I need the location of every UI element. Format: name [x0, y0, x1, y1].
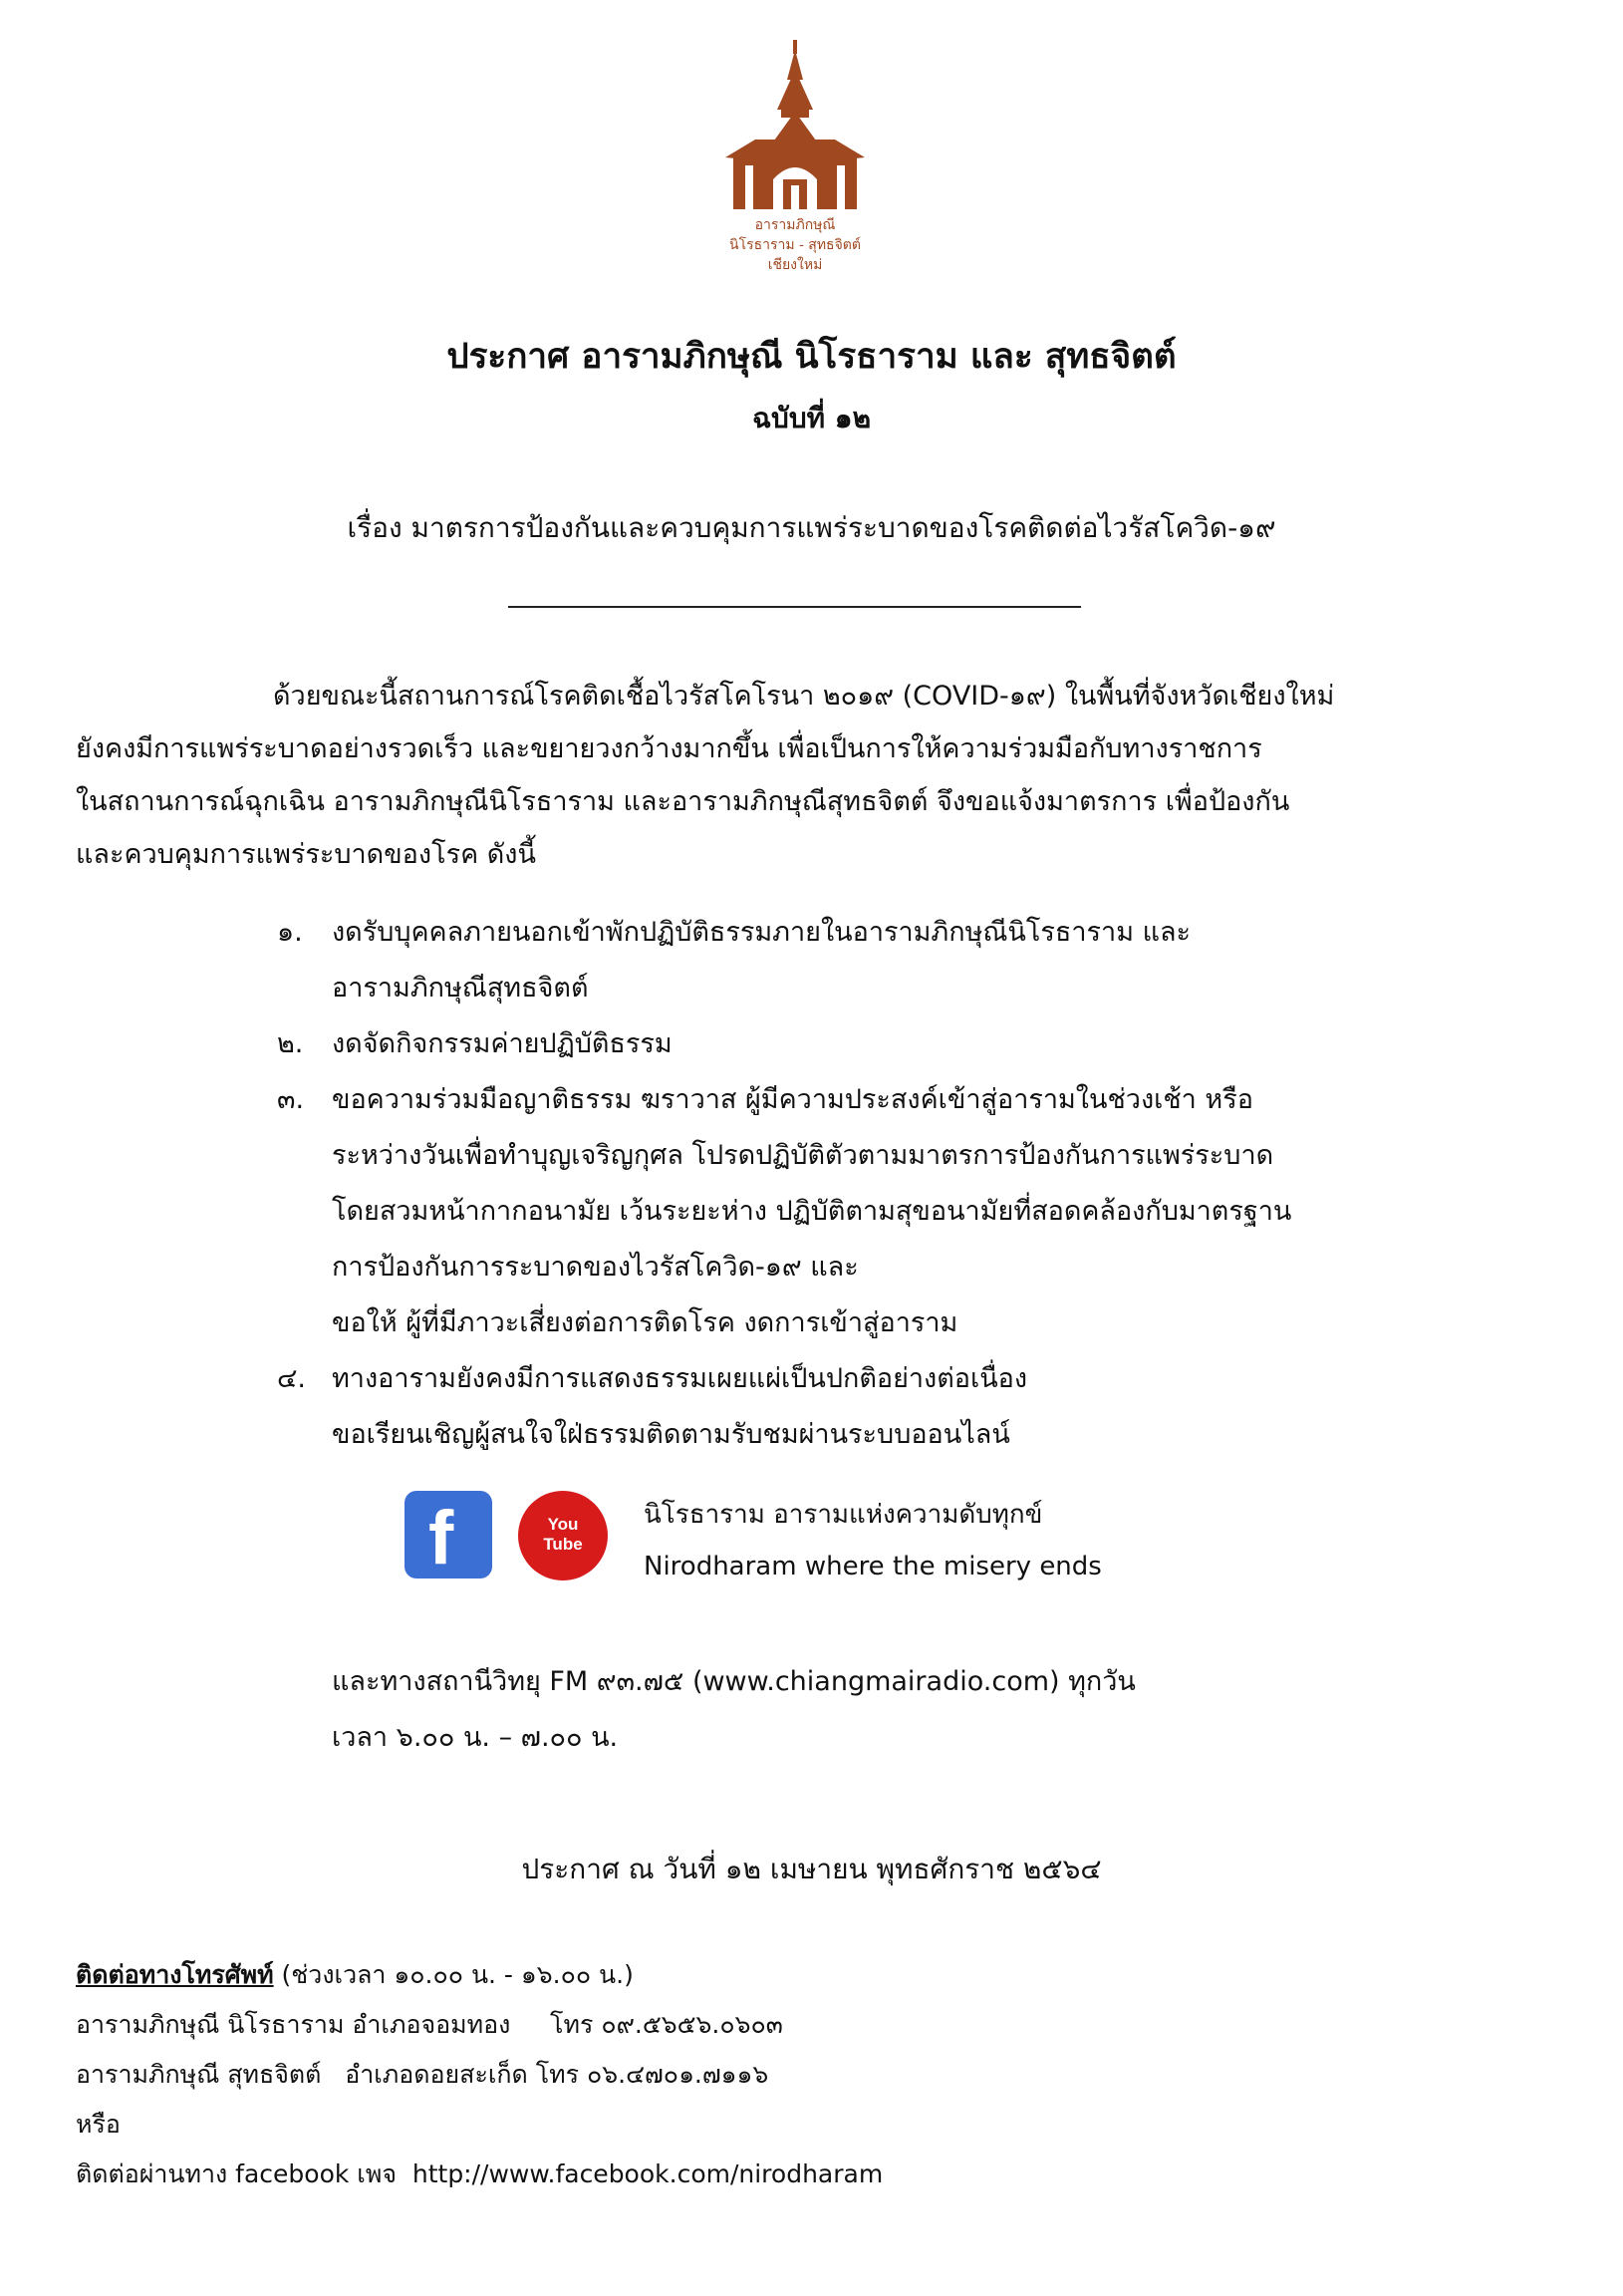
measure-text: โดยสวมหน้ากากอนามัย เว้นระยะห่าง ปฏิบัติตามสุขอนามัยที่สอดคล้องกับมาตรฐาน: [332, 1196, 1292, 1227]
measure-number: ๒.: [277, 1028, 304, 1059]
measure-text: อารามภิกษุณีสุทธจิตต์: [332, 973, 589, 1004]
announcement-date: ประกาศ ณ วันที่ ๑๒ เมษายน พุทธศักราช ๒๕๖๔: [521, 1853, 1102, 1885]
contact-line: อารามภิกษุณี สุทธจิตต์ อำเภอดอยสะเก็ด โทร ๐๖.๔๗๐๑.๗๑๑๖: [76, 2060, 769, 2089]
contact-title: ติดต่อทางโทรศัพท์: [76, 1960, 274, 1989]
logo-line: นิโรธาราม - สุทธจิตต์: [729, 237, 861, 253]
intro-line: ในสถานการณ์ฉุกเฉิน อารามภิกษุณีนิโรธาราม และอารามภิกษุณีสุทธจิตต์ จึงขอแจ้งมาตรการ เพื่อป้องกัน: [76, 786, 1290, 817]
contact-facebook-link[interactable]: ติดต่อผ่านทาง facebook เพจ http://www.facebook.com/nirodharam: [76, 2159, 884, 2188]
measure-text: ขอเรียนเชิญผู้สนใจใฝ่ธรรมติดตามรับชมผ่านระบบออนไลน์: [332, 1419, 1010, 1450]
logo-text: [677, 215, 913, 275]
measure-text: ทางอารามยังคงมีการแสดงธรรมเผยแผ่เป็นปกติอย่างต่อเนื่อง: [332, 1363, 1028, 1394]
contact-hours: (ช่วงเวลา ๑๐.๐๐ น. - ๑๖.๐๐ น.): [273, 1960, 634, 1989]
issue-number: ฉบับที่ ๑๒: [751, 402, 872, 434]
contact-line: หรือ: [76, 2110, 121, 2139]
youtube-icon[interactable]: [518, 1491, 608, 1580]
divider: [508, 606, 1081, 608]
logo-line: อารามภิกษุณี: [754, 217, 836, 233]
intro-line: ด้วยขณะนี้สถานการณ์โรคติดเชื้อไวรัสโคโรนา ๒๐๑๙ (COVID-๑๙) ในพื้นที่จังหวัดเชียงใหม่: [273, 681, 1335, 712]
announcement-title: ประกาศ อารามภิกษุณี นิโรธาราม และ สุทธจิตต์: [446, 337, 1177, 377]
intro-paragraph: [76, 670, 1481, 881]
intro-line: และควบคุมการแพร่ระบาดของโรค ดังนี้: [76, 839, 536, 870]
radio-time: เวลา ๖.๐๐ น. – ๗.๐๐ น.: [332, 1722, 619, 1753]
subject-line: เรื่อง มาตรการป้องกันและควบคุมการแพร่ระบาดของโรคติดต่อไวรัสโควิด-๑๙: [347, 511, 1276, 544]
measure-item: [277, 1351, 1473, 1463]
radio-line: และทางสถานีวิทยุ FM ๙๓.๗๕ (www.chiangmairadio.com) ทุกวัน: [332, 1666, 1136, 1697]
measure-number: ๓.: [277, 1084, 305, 1115]
measure-number: ๑.: [277, 917, 303, 948]
social-caption-english: Nirodharam where the misery ends: [644, 1552, 1102, 1581]
facebook-glyph: f: [428, 1496, 454, 1580]
measure-item: [277, 1072, 1473, 1351]
logo-line: เชียงใหม่: [767, 257, 823, 273]
measure-item: [277, 905, 1473, 1016]
measure-text: ขอความร่วมมือญาติธรรม ฆราวาส ผู้มีความประสงค์เข้าสู่อารามในช่วงเช้า หรือ: [332, 1084, 1253, 1115]
radio-info: [332, 1654, 1136, 1766]
contact-header: [76, 1950, 883, 2000]
social-caption: [644, 1489, 1102, 1592]
contact-line: อารามภิกษุณี นิโรธาราม อำเภอจอมทอง โทร ๐๙.๕๖๕๖.๐๖๐๓: [76, 2010, 783, 2039]
measure-text: งดรับบุคคลภายนอกเข้าพักปฏิบัติธรรมภายในอารามภิกษุณีนิโรธาราม และ: [332, 917, 1192, 948]
temple-pagoda-icon: [725, 40, 865, 209]
measure-text: การป้องกันการระบาดของไวรัสโควิด-๑๙ และ: [332, 1252, 859, 1283]
youtube-label-top: You: [547, 1515, 579, 1534]
measure-number: ๔.: [277, 1363, 307, 1394]
facebook-icon[interactable]: [405, 1491, 492, 1578]
measure-text: ระหว่างวันเพื่อทำบุญเจริญกุศล โปรดปฏิบัติตัวตามมาตรการป้องกันการแพร่ระบาด: [332, 1140, 1274, 1171]
measure-item: [277, 1016, 1473, 1072]
measure-text: ขอให้ ผู้ที่มีภาวะเสี่ยงต่อการติดโรค งดการเข้าสู่อาราม: [332, 1307, 958, 1338]
intro-line: ยังคงมีการแพร่ระบาดอย่างรวดเร็ว และขยายวงกว้างมากขึ้น เพื่อเป็นการให้ความร่วมมือกับทางราชการ: [76, 733, 1262, 764]
youtube-label: [518, 1515, 608, 1555]
contact-block: [76, 1950, 883, 2199]
measures-list: [277, 905, 1473, 1463]
temple-logo: [725, 40, 865, 213]
youtube-label-bottom: Tube: [543, 1535, 583, 1554]
social-caption-thai: นิโรธาราม อารามแห่งความดับทุกข์: [644, 1500, 1043, 1530]
measure-text: งดจัดกิจกรรมค่ายปฏิบัติธรรม: [332, 1028, 673, 1059]
